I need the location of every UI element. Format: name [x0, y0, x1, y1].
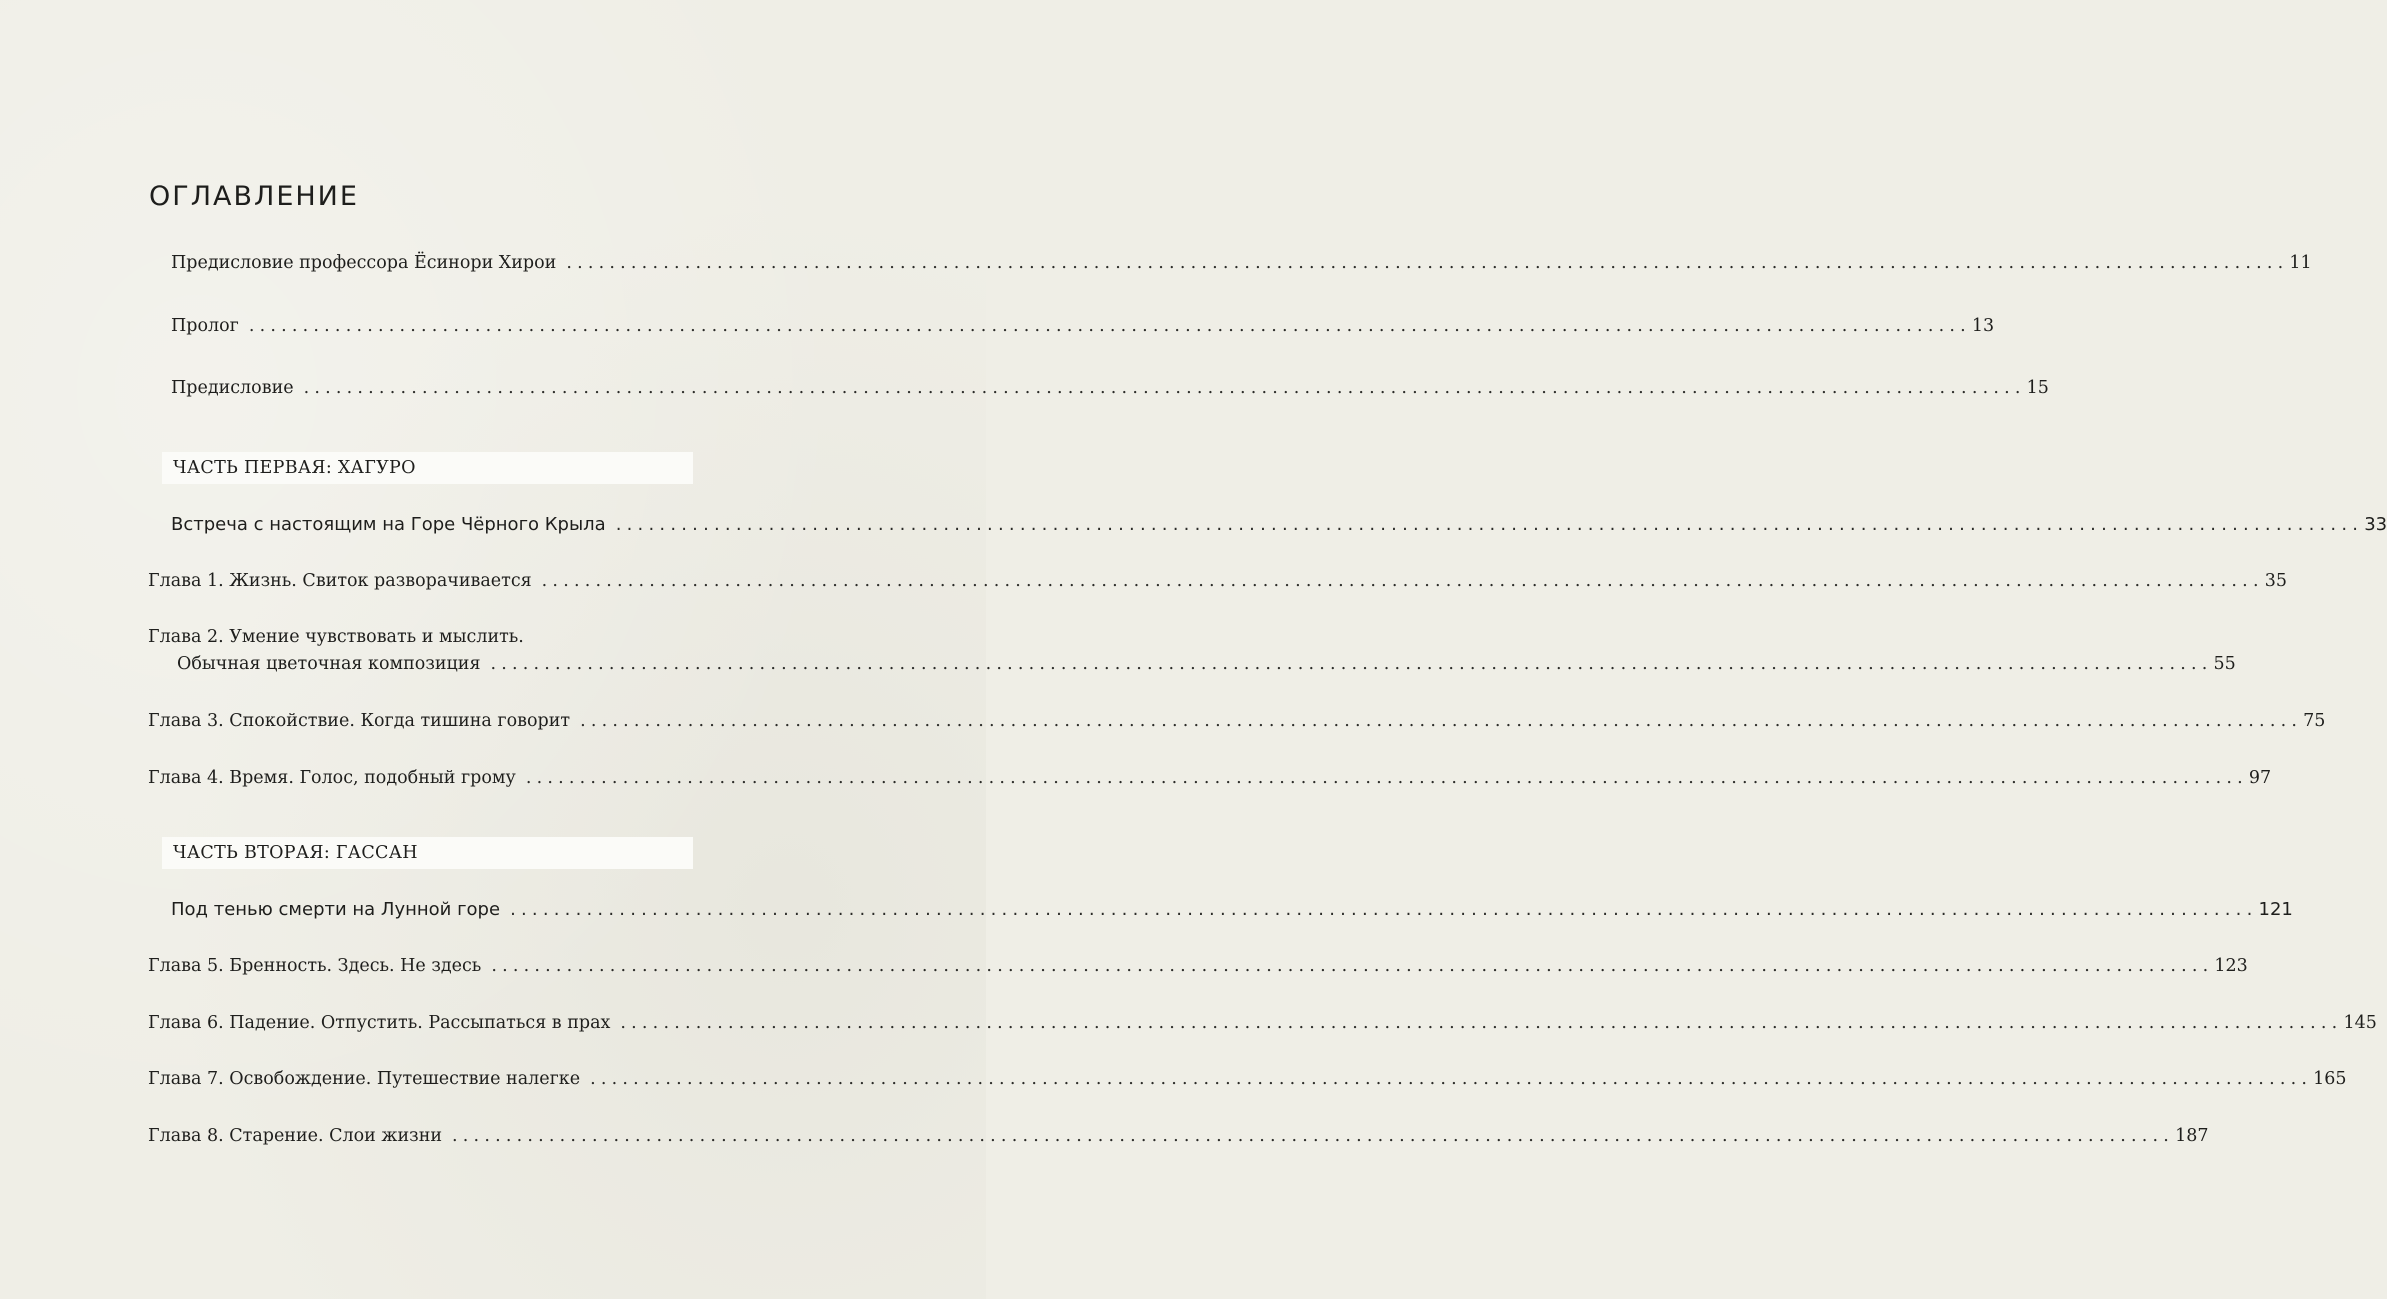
toc-entry[interactable]: [148, 1066, 2347, 1092]
entry-label: Глава 5. Бренность. Здесь. Не здесь: [148, 956, 482, 976]
entry-label: Обычная цветочная композиция: [177, 654, 481, 674]
dot-leader: ................................................................................................................................................................: [566, 253, 2289, 273]
entry-page-number: 35: [2264, 571, 2287, 591]
entry-page-number: 55: [2213, 654, 2236, 674]
dot-leader: ................................................................................................................................................................: [580, 711, 2303, 731]
entry-page-number: 11: [2289, 253, 2312, 273]
dot-leader: ................................................................................................................................................................: [490, 654, 2213, 674]
dot-leader: ................................................................................................................................................................: [525, 768, 2248, 788]
toc-entry[interactable]: [148, 568, 2287, 594]
entry-page-number: 15: [2026, 378, 2049, 398]
entry-label: Глава 4. Время. Голос, подобный грому: [148, 768, 516, 788]
dot-leader: ................................................................................................................................................................: [452, 1126, 2175, 1146]
entry-label: Предисловие: [171, 378, 294, 398]
entry-label: Глава 1. Жизнь. Свиток разворачивается: [148, 571, 532, 591]
toc-entry[interactable]: [171, 512, 2387, 538]
part-heading-band: [162, 837, 693, 869]
toc-entry[interactable]: [171, 250, 2312, 276]
entry-label: Глава 7. Освобождение. Путешествие налегке: [148, 1069, 581, 1089]
toc-entry[interactable]: [177, 651, 2236, 677]
part-heading-band: [162, 452, 693, 484]
entry-page-number: 33: [2364, 514, 2387, 535]
dot-leader: ................................................................................................................................................................: [541, 571, 2264, 591]
toc-entry[interactable]: [171, 897, 2293, 923]
dot-leader: ................................................................................................................................................................: [620, 1013, 2343, 1033]
dot-leader: ................................................................................................................................................................: [615, 514, 2364, 535]
entry-label: Пролог: [171, 316, 239, 336]
toc-entry[interactable]: [148, 765, 2272, 791]
entry-page-number: 97: [2248, 768, 2272, 788]
entry-label: Предисловие профессора Ёсинори Хирои: [171, 253, 557, 273]
part-title: ЧАСТЬ ВТОРАЯ: ГАССАН: [173, 843, 418, 863]
entry-label: Глава 6. Падение. Отпустить. Рассыпаться в прах: [148, 1013, 611, 1033]
entry-page-number: 145: [2343, 1013, 2377, 1033]
toc-entry[interactable]: [148, 953, 2248, 979]
part-title: ЧАСТЬ ПЕРВАЯ: ХАГУРО: [173, 458, 416, 478]
entry-page-number: 13: [1971, 316, 1995, 336]
dot-leader: ................................................................................................................................................................: [491, 956, 2214, 976]
entry-label: Под тенью смерти на Лунной горе: [171, 899, 501, 920]
entry-page-number: 187: [2175, 1126, 2209, 1146]
dot-leader: ................................................................................................................................................................: [510, 899, 2258, 920]
toc-entry[interactable]: [148, 1010, 2377, 1036]
toc-entry[interactable]: [148, 708, 2326, 734]
entry-page-number: 121: [2258, 899, 2293, 920]
dot-leader: ................................................................................................................................................................: [590, 1069, 2313, 1089]
toc-title: ОГЛАВЛЕНИЕ: [149, 181, 359, 212]
toc-entry[interactable]: [171, 375, 2049, 401]
dot-leader: ................................................................................................................................................................: [303, 378, 2026, 398]
entry-label-line1[interactable]: Глава 2. Умение чувствовать и мыслить.: [148, 627, 524, 647]
entry-page-number: 123: [2214, 956, 2248, 976]
dot-leader: ................................................................................................................................................................: [248, 316, 1971, 336]
toc-entry[interactable]: [171, 313, 1995, 339]
entry-page-number: 75: [2303, 711, 2326, 731]
entry-label: Встреча с настоящим на Горе Чёрного Крыла: [171, 514, 606, 535]
entry-label: Глава 8. Старение. Слои жизни: [148, 1126, 443, 1146]
toc-entry[interactable]: [148, 1123, 2209, 1149]
entry-page-number: 165: [2313, 1069, 2347, 1089]
entry-label: Глава 3. Спокойствие. Когда тишина говорит: [148, 711, 571, 731]
